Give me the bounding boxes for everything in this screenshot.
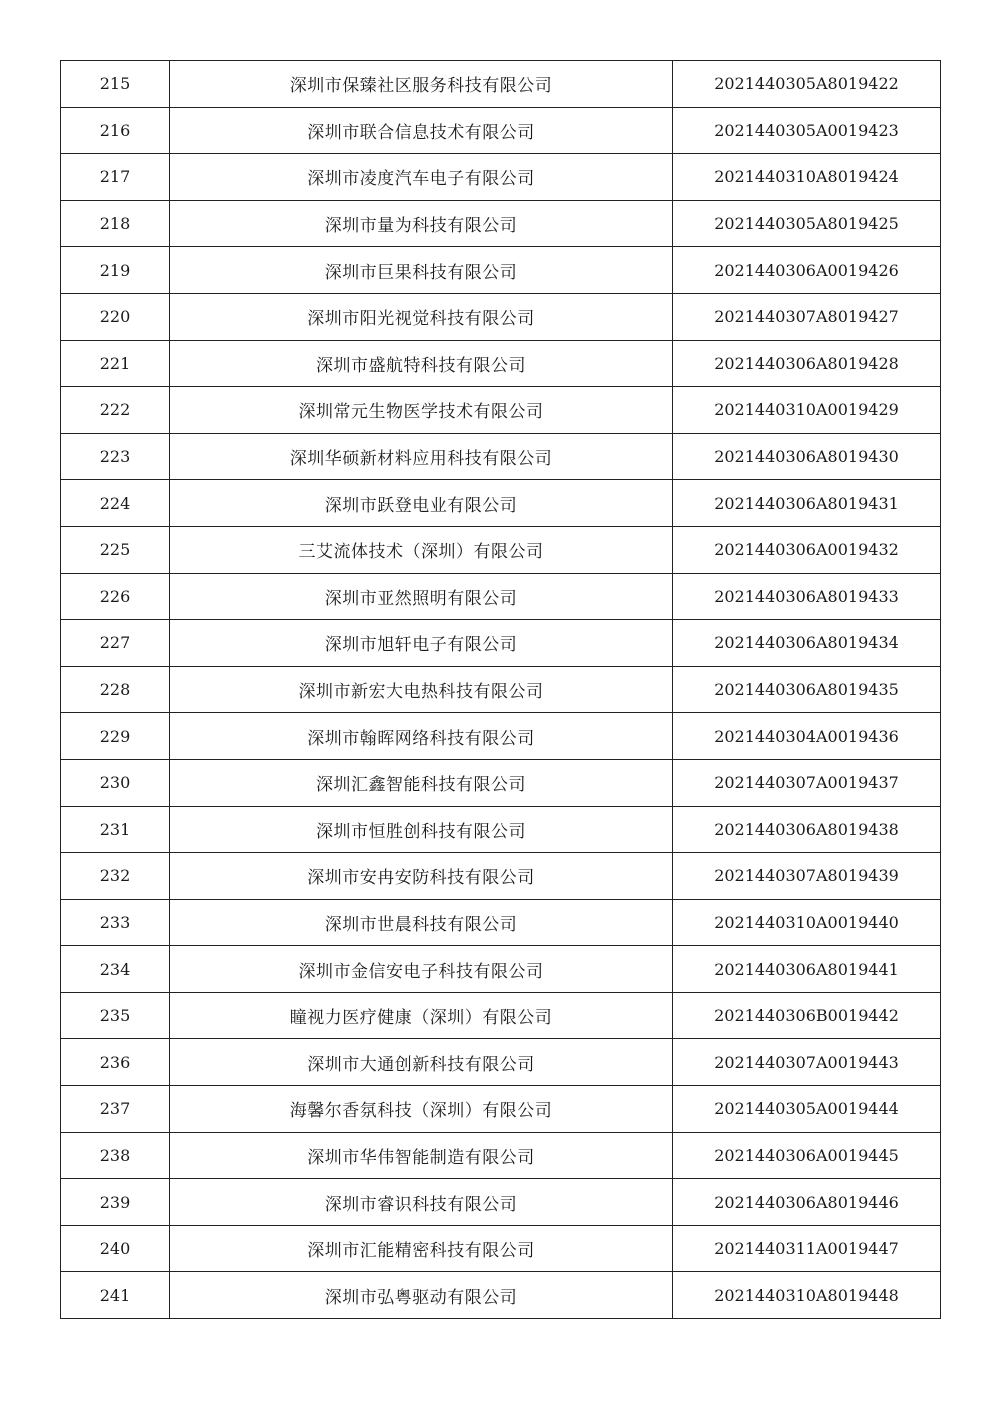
row-number-cell: 226	[61, 573, 170, 620]
registration-code-cell: 2021440307A0019443	[673, 1039, 941, 1086]
company-name-cell: 深圳常元生物医学技术有限公司	[170, 387, 673, 434]
table-row	[61, 1179, 941, 1226]
registration-code-cell: 2021440306A8019434	[673, 620, 941, 667]
table-row	[61, 1086, 941, 1133]
table-row	[61, 1132, 941, 1179]
row-number-cell: 228	[61, 666, 170, 713]
table-row	[61, 154, 941, 201]
row-number-cell: 237	[61, 1086, 170, 1133]
table-row	[61, 992, 941, 1039]
registration-code-cell: 2021440307A8019427	[673, 293, 941, 340]
table-row	[61, 293, 941, 340]
row-number-cell: 233	[61, 899, 170, 946]
company-name-cell: 深圳市阳光视觉科技有限公司	[170, 293, 673, 340]
row-number-cell: 241	[61, 1272, 170, 1319]
registration-code-cell: 2021440305A8019422	[673, 61, 941, 108]
company-name-cell: 深圳市安冉安防科技有限公司	[170, 853, 673, 900]
table-body	[61, 61, 941, 1319]
company-name-cell: 深圳市保臻社区服务科技有限公司	[170, 61, 673, 108]
row-number-cell: 240	[61, 1225, 170, 1272]
registration-code-cell: 2021440306A8019441	[673, 946, 941, 993]
company-name-cell: 深圳市金信安电子科技有限公司	[170, 946, 673, 993]
company-name-cell: 深圳市跃登电业有限公司	[170, 480, 673, 527]
table-row	[61, 759, 941, 806]
registration-code-cell: 2021440310A8019424	[673, 154, 941, 201]
row-number-cell: 234	[61, 946, 170, 993]
company-name-cell: 深圳市盛航特科技有限公司	[170, 340, 673, 387]
company-name-cell: 海馨尔香氛科技（深圳）有限公司	[170, 1086, 673, 1133]
company-name-cell: 深圳市量为科技有限公司	[170, 200, 673, 247]
registration-code-cell: 2021440306A8019431	[673, 480, 941, 527]
row-number-cell: 221	[61, 340, 170, 387]
company-list-table	[60, 60, 941, 1319]
row-number-cell: 239	[61, 1179, 170, 1226]
table-row	[61, 620, 941, 667]
registration-code-cell: 2021440307A8019439	[673, 853, 941, 900]
row-number-cell: 231	[61, 806, 170, 853]
registration-code-cell: 2021440310A0019429	[673, 387, 941, 434]
company-name-cell: 深圳市亚然照明有限公司	[170, 573, 673, 620]
table-row	[61, 853, 941, 900]
table-row	[61, 200, 941, 247]
registration-code-cell: 2021440306A8019438	[673, 806, 941, 853]
company-list-table-container	[60, 60, 940, 1319]
company-name-cell: 深圳市世晨科技有限公司	[170, 899, 673, 946]
company-name-cell: 深圳汇鑫智能科技有限公司	[170, 759, 673, 806]
row-number-cell: 220	[61, 293, 170, 340]
registration-code-cell: 2021440306A8019428	[673, 340, 941, 387]
table-row	[61, 480, 941, 527]
row-number-cell: 230	[61, 759, 170, 806]
table-row	[61, 1272, 941, 1319]
row-number-cell: 238	[61, 1132, 170, 1179]
registration-code-cell: 2021440306B0019442	[673, 992, 941, 1039]
company-name-cell: 三艾流体技术（深圳）有限公司	[170, 526, 673, 573]
table-row	[61, 107, 941, 154]
registration-code-cell: 2021440306A8019446	[673, 1179, 941, 1226]
company-name-cell: 深圳华硕新材料应用科技有限公司	[170, 433, 673, 480]
registration-code-cell: 2021440311A0019447	[673, 1225, 941, 1272]
table-row	[61, 433, 941, 480]
table-row	[61, 899, 941, 946]
company-name-cell: 深圳市华伟智能制造有限公司	[170, 1132, 673, 1179]
table-row	[61, 1039, 941, 1086]
row-number-cell: 219	[61, 247, 170, 294]
registration-code-cell: 2021440306A8019430	[673, 433, 941, 480]
table-row	[61, 387, 941, 434]
registration-code-cell: 2021440305A0019423	[673, 107, 941, 154]
table-row	[61, 526, 941, 573]
company-name-cell: 深圳市翰晖网络科技有限公司	[170, 713, 673, 760]
company-name-cell: 深圳市大通创新科技有限公司	[170, 1039, 673, 1086]
row-number-cell: 236	[61, 1039, 170, 1086]
table-row	[61, 340, 941, 387]
row-number-cell: 235	[61, 992, 170, 1039]
company-name-cell: 深圳市恒胜创科技有限公司	[170, 806, 673, 853]
table-row	[61, 806, 941, 853]
row-number-cell: 223	[61, 433, 170, 480]
company-name-cell: 深圳市汇能精密科技有限公司	[170, 1225, 673, 1272]
registration-code-cell: 2021440306A0019426	[673, 247, 941, 294]
company-name-cell: 瞳视力医疗健康（深圳）有限公司	[170, 992, 673, 1039]
table-row	[61, 946, 941, 993]
registration-code-cell: 2021440305A0019444	[673, 1086, 941, 1133]
table-row	[61, 573, 941, 620]
company-name-cell: 深圳市巨果科技有限公司	[170, 247, 673, 294]
row-number-cell: 222	[61, 387, 170, 434]
row-number-cell: 215	[61, 61, 170, 108]
registration-code-cell: 2021440307A0019437	[673, 759, 941, 806]
registration-code-cell: 2021440304A0019436	[673, 713, 941, 760]
table-row	[61, 61, 941, 108]
row-number-cell: 218	[61, 200, 170, 247]
company-name-cell: 深圳市弘粤驱动有限公司	[170, 1272, 673, 1319]
row-number-cell: 225	[61, 526, 170, 573]
registration-code-cell: 2021440305A8019425	[673, 200, 941, 247]
registration-code-cell: 2021440306A0019432	[673, 526, 941, 573]
company-name-cell: 深圳市新宏大电热科技有限公司	[170, 666, 673, 713]
registration-code-cell: 2021440306A8019433	[673, 573, 941, 620]
registration-code-cell: 2021440306A8019435	[673, 666, 941, 713]
row-number-cell: 217	[61, 154, 170, 201]
table-row	[61, 1225, 941, 1272]
row-number-cell: 227	[61, 620, 170, 667]
row-number-cell: 224	[61, 480, 170, 527]
row-number-cell: 232	[61, 853, 170, 900]
row-number-cell: 229	[61, 713, 170, 760]
table-row	[61, 247, 941, 294]
registration-code-cell: 2021440306A0019445	[673, 1132, 941, 1179]
table-row	[61, 713, 941, 760]
table-row	[61, 666, 941, 713]
company-name-cell: 深圳市旭轩电子有限公司	[170, 620, 673, 667]
company-name-cell: 深圳市凌度汽车电子有限公司	[170, 154, 673, 201]
row-number-cell: 216	[61, 107, 170, 154]
registration-code-cell: 2021440310A0019440	[673, 899, 941, 946]
registration-code-cell: 2021440310A8019448	[673, 1272, 941, 1319]
company-name-cell: 深圳市睿识科技有限公司	[170, 1179, 673, 1226]
company-name-cell: 深圳市联合信息技术有限公司	[170, 107, 673, 154]
